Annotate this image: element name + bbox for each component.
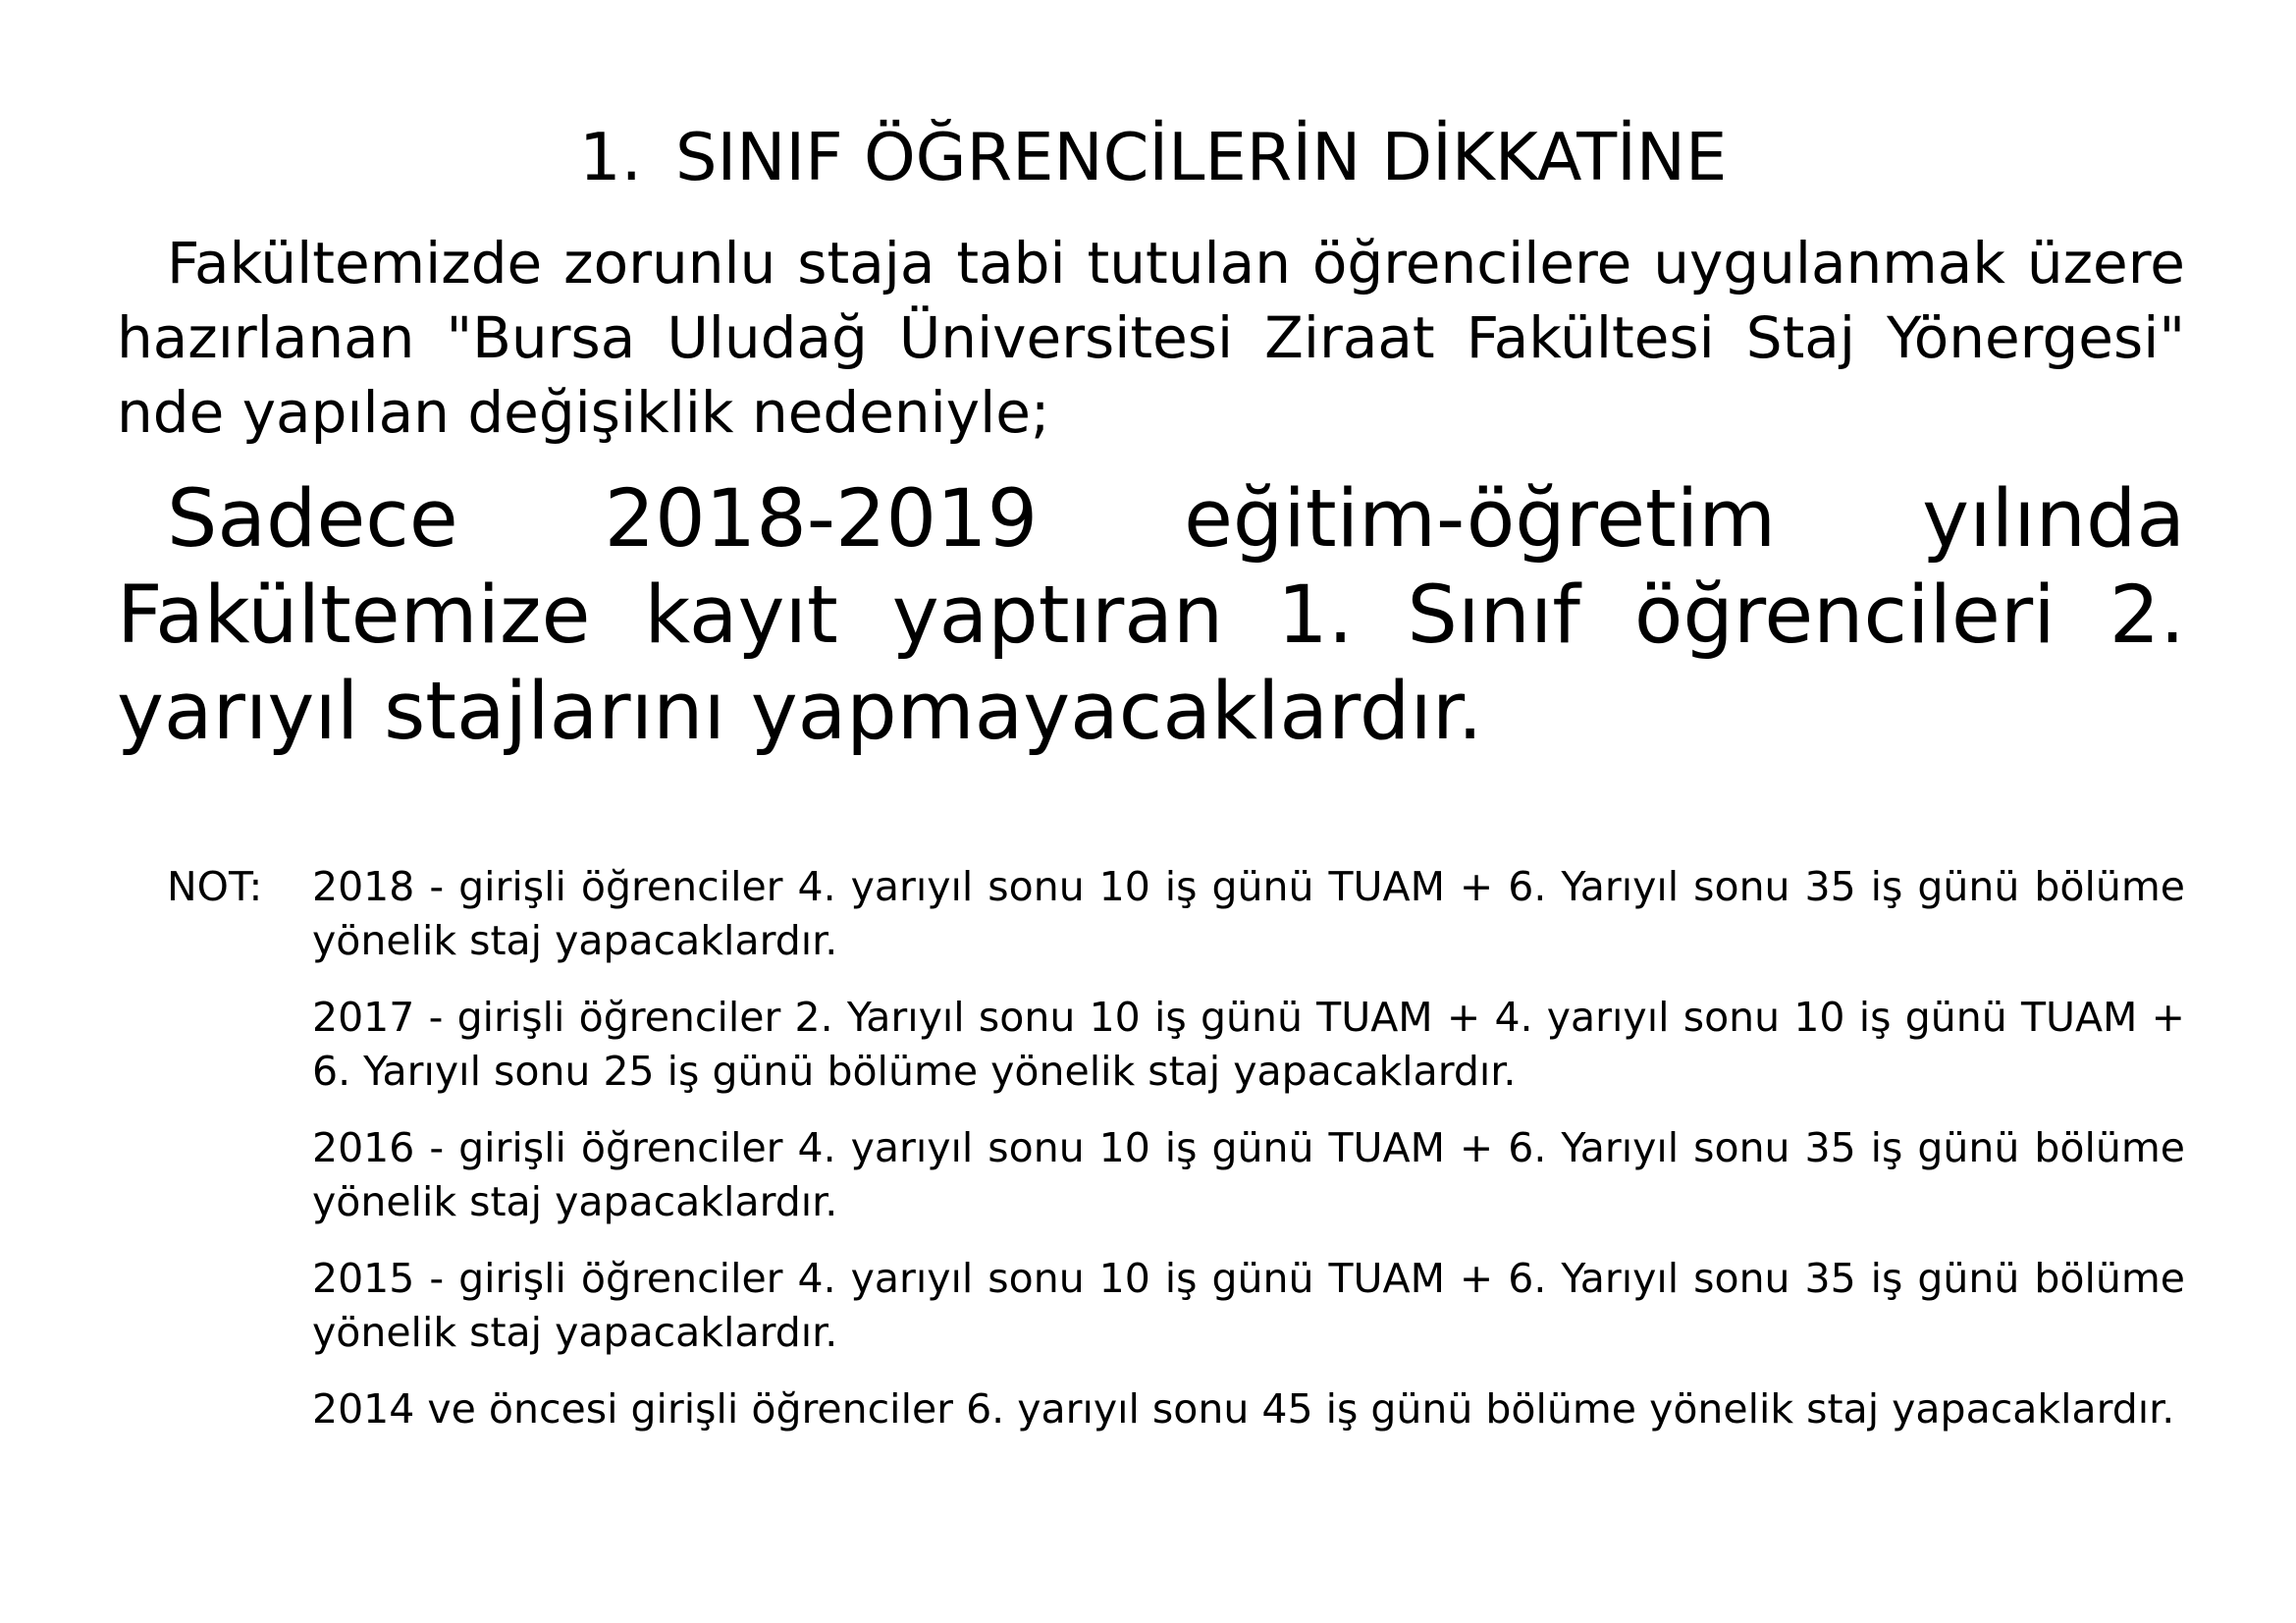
note-item-2017: 2017 - girişli öğrenciler 2. Yarıyıl sonu 10 iş günü TUAM + 4. yarıyıl sonu 10 iş günü TUAM + 6. Yarıyıl sonu 25 iş günü bölüme yönelik staj yapacaklardır.: [312, 994, 2185, 1095]
note-list: [312, 860, 2185, 1459]
note-label: NOT:: [167, 863, 263, 910]
note-item-2018: 2018 - girişli öğrenciler 4. yarıyıl sonu 10 iş günü TUAM + 6. Yarıyıl sonu 35 iş günü bölüme yönelik staj yapacaklardır.: [312, 863, 2185, 964]
note-item-2014: 2014 ve öncesi girişli öğrenciler 6. yarıyıl sonu 45 iş günü bölüme yönelik staj yapacaklardır.: [312, 1385, 2175, 1433]
note-item-2015: 2015 - girişli öğrenciler 4. yarıyıl sonu 10 iş günü TUAM + 6. Yarıyıl sonu 35 iş günü bölüme yönelik staj yapacaklardır.: [312, 1255, 2185, 1356]
notice-paragraph: Sadece 2018-2019 eğitim-öğretim yılında Fakültemize kayıt yaptıran 1. Sınıf öğrencileri 2. yarıyıl stajlarını yapmayacaklardır.: [117, 473, 2185, 758]
intro-paragraph: Fakültemizde zorunlu staja tabi tutulan öğrencilere uygulanmak üzere hazırlanan "Bursa Uludağ Üniversitesi Ziraat Fakültesi Staj Yönergesi" nde yapılan değişiklik nedeniyle;: [117, 230, 2185, 446]
title-number: 1.: [579, 119, 642, 195]
page-title: [579, 118, 1727, 196]
note-item-2016: 2016 - girişli öğrenciler 4. yarıyıl sonu 10 iş günü TUAM + 6. Yarıyıl sonu 35 iş günü bölüme yönelik staj yapacaklardır.: [312, 1124, 2185, 1225]
title-text: SINIF ÖĞRENCİLERİN DİKKATİNE: [674, 119, 1728, 195]
